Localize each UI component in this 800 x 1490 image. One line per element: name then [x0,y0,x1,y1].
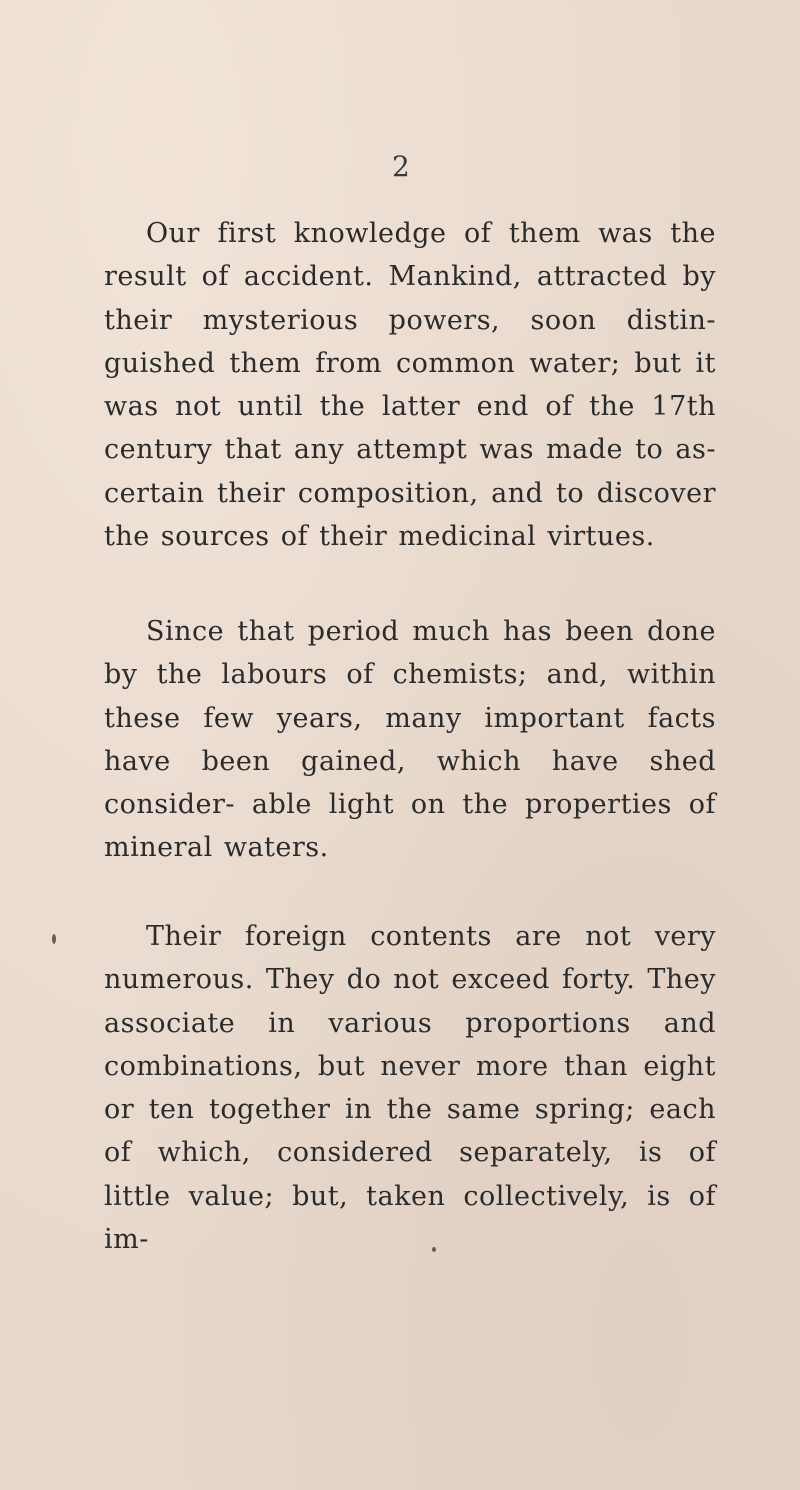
paragraph-2: Since that period much has been done by the labours of chemists; and, within these few years, many important facts have been gained, which have shed consider- able light on the properties of mineral waters. [104,616,716,864]
ink-speck [52,934,56,944]
page-number: 2 [392,150,410,183]
paragraph-3-block [104,915,716,1261]
paragraph-1: Our first knowledge of them was the result of accident. Mankind, attracted by their mysterious powers, soon distin- guished them from common water; but it was not until the latter end of the 17th century that any attempt was made to as- certain their composition, and to discover the sources of their medicinal virtues. [104,218,716,553]
paragraph-1-block [104,212,716,558]
paragraph-3: Their foreign contents are not very numerous. They do not exceed forty. They associate in various proportions and combinations, but never more than eight or ten together in the same spring; each of which, considered separately, is of little value; but, taken collectively, is of im- [104,921,716,1256]
ink-speck [432,1247,436,1252]
paragraph-2-block [104,610,716,870]
